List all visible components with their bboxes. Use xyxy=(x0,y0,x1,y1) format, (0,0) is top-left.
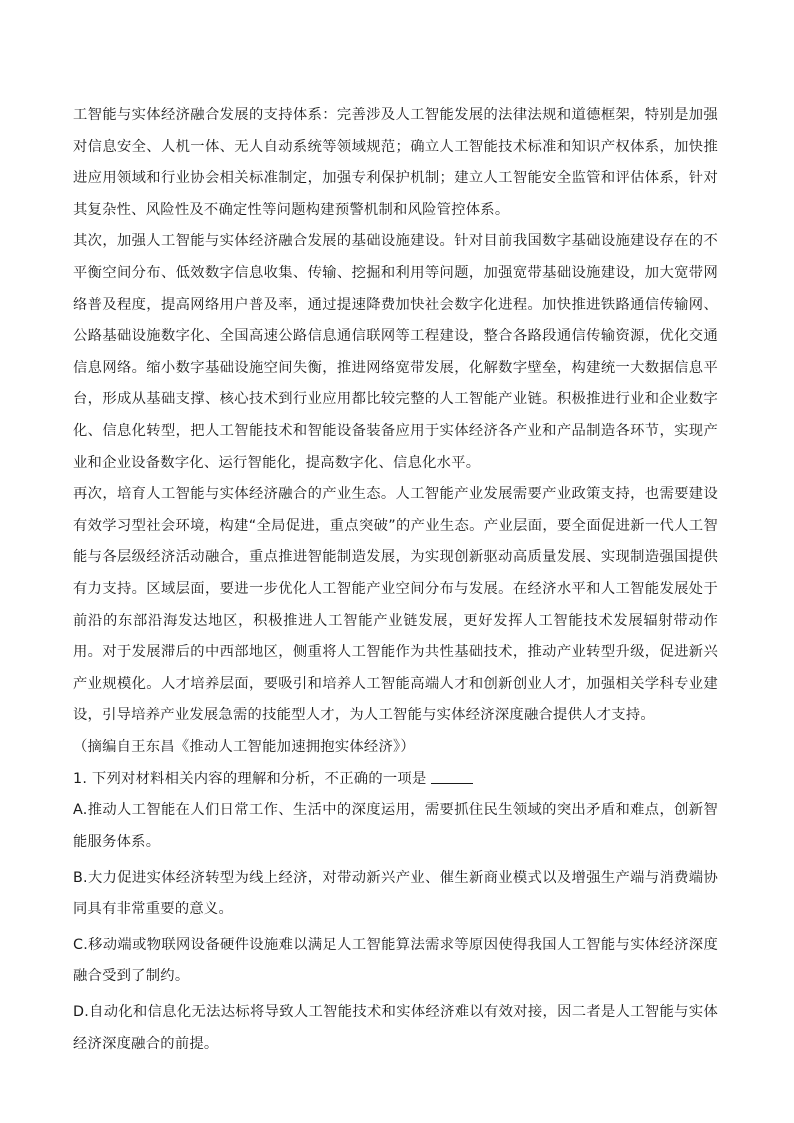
paragraph-infrastructure: 其次，加强人工智能与实体经济融合发展的基础设施建设。针对目前我国数字基础设施建设存在的不平衡空间分布、低效数字信息收集、传输、挖掘和利用等问题，加强宽带基础设施建设，加大宽带网络普及程度，提高网络用户普及率，通过提速降费加快社会数字化进程。加快推进铁路通信传输网、公路基础设施数字化、全国高速公路信息通信联网等工程建设，整合各路段通信传输资源，优化交通信息网络。缩小数字基础设施空间失衡，推进网络宽带发展，化解数字壁垒，构建统一大数据信息平台，形成从基础支撑、核心技术到行业应用都比较完整的人工智能产业链。积极推进行业和企业数字化、信息化转型，把人工智能技术和智能设备装备应用于实体经济各产业和产品制造各环节，实现产业和企业设备数字化、运行智能化，提高数字化、信息化水平。 xyxy=(73,233,718,471)
question-stem-text: 1. 下列对材料相关内容的理解和分析，不正确的一项是 xyxy=(73,771,427,788)
option-a: A.推动人工智能在人们日常工作、生活中的深度运用，需要抓住民生领域的突出矛盾和难点，创新智能服务体系。 xyxy=(73,802,718,851)
question-stem xyxy=(73,763,718,795)
document-body xyxy=(73,100,718,1060)
source-citation: （摘编自王东昌《推动人工智能加速拥抱实体经济》） xyxy=(73,738,415,755)
option-c: C.移动端或物联网设备硬件设施难以满足人工智能算法需求等原因使得我国人工智能与实体经济深度融合受到了制约。 xyxy=(73,936,718,985)
option-d: D.自动化和信息化无法达标将导致人工智能技术和实体经济难以有效对接，因二者是人工智能与实体经济深度融合的前提。 xyxy=(73,1004,718,1052)
option-b: B.大力促进实体经济转型为线上经济，对带动新兴产业、催生新商业模式以及增强生产端与消费端协同具有非常重要的意义。 xyxy=(73,869,718,918)
paragraph-support-system: 工智能与实体经济融合发展的支持体系：完善涉及人工智能发展的法律法规和道德框架，特别是加强对信息安全、人机一体、无人自动系统等领域规范；确立人工智能技术标准和知识产权体系，加快推进应用领域和行业协会相关标准制定，加强专利保护机制；建立人工智能安全监管和评估体系，针对其复杂性、风险性及不确定性等问题构建预警机制和风险管控体系。 xyxy=(73,107,718,218)
answer-blank xyxy=(431,769,473,784)
paragraph-industry-ecology: 再次，培育人工智能与实体经济融合的产业生态。人工智能产业发展需要产业政策支持，也需要建设有效学习型社会环境，构建“全局促进，重点突破”的产业生态。产业层面，要全面促进新一代人工智能与各层级经济活动融合，重点推进智能制造发展，为实现创新驱动高质量发展、实现制造强国提供有力支持。区域层面，要进一步优化人工智能产业空间分布与发展。在经济水平和人工智能发展处于前沿的东部沿海发达地区，积极推进人工智能产业链发展，更好发挥人工智能技术发展辐射带动作用。对于发展滞后的中西部地区，侧重将人工智能作为共性基础技术，推动产业转型升级，促进新兴产业规模化。人才培养层面，要吸引和培养人工智能高端人才和创新创业人才，加强相关学科专业建设，引导培养产业发展急需的技能型人才，为人工智能与实体经济深度融合提供人才支持。 xyxy=(73,486,718,724)
